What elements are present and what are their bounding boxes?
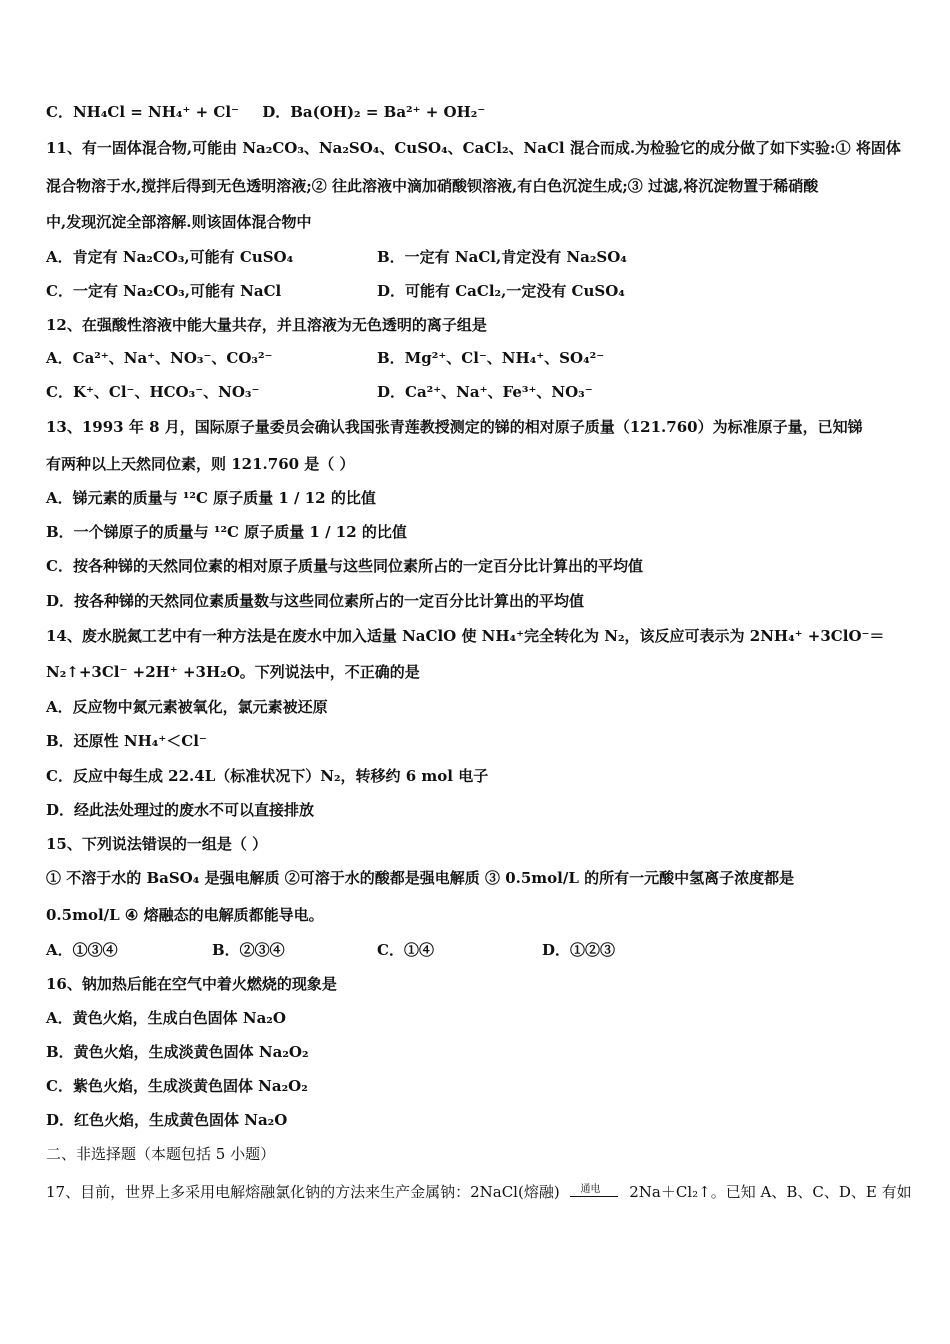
q15-option-a: A．①③④: [46, 941, 118, 959]
electrolysis-arrow: [570, 1184, 618, 1197]
q11-stem-line2: 混合物溶于水,搅拌后得到无色透明溶液;② 往此溶液中滴加硝酸钡溶液,有白色沉淀生成;③ 过滤,将沉淀物置于稀硝酸: [46, 177, 819, 195]
q16-option-d: D．红色火焰，生成黄色固体 Na₂O: [46, 1111, 288, 1129]
q15-stem: 15、下列说法错误的一组是（ ）: [46, 835, 268, 853]
q11-options-cd: [46, 281, 906, 301]
q15-option-b: B．②③④: [212, 941, 285, 959]
q14-stem-line1: 14、废水脱氮工艺中有一种方法是在废水中加入适量 NaClO 使 NH₄⁺完全转化为 N₂，该反应可表示为 2NH₄⁺ +3ClO⁻＝: [46, 627, 885, 645]
q15-option-d: D．①②③: [542, 941, 616, 959]
q15-statements-line2: 0.5mol/L ④ 熔融态的电解质都能导电。: [46, 906, 324, 924]
q11-option-d: D．可能有 CaCl₂,一定没有 CuSO₄: [377, 282, 625, 300]
q11-options-ab: [46, 247, 906, 267]
q12-stem: 12、在强酸性溶液中能大量共存，并且溶液为无色透明的离子组是: [46, 316, 487, 334]
q12-option-b: B．Mg²⁺、Cl⁻、NH₄⁺、SO₄²⁻: [377, 349, 605, 367]
q14-stem-line2: N₂↑+3Cl⁻ +2H⁺ +3H₂O。下列说法中，不正确的是: [46, 663, 420, 681]
q12-options-ab: [46, 348, 906, 368]
q14-option-d: D．经此法处理过的废水不可以直接排放: [46, 801, 315, 819]
q17-stem: [46, 1182, 912, 1202]
q13-option-d: D．按各种锑的天然同位素质量数与这些同位素所占的一定百分比计算出的平均值: [46, 592, 585, 610]
q13-stem-line1: 13、1993 年 8 月，国际原子量委员会确认我国张青莲教授测定的锑的相对原子质量（121.760）为标准原子量，已知锑: [46, 418, 863, 436]
q15-options: [46, 940, 906, 960]
q11-option-b: B．一定有 NaCl,肯定没有 Na₂SO₄: [377, 248, 627, 266]
q14-option-a: A．反应物中氮元素被氧化，氯元素被还原: [46, 698, 328, 716]
q11-stem-line3: 中,发现沉淀全部溶解.则该固体混合物中: [46, 213, 312, 231]
q13-stem-line2: 有两种以上天然同位素，则 121.760 是（ ）: [46, 455, 355, 473]
q12-option-d: D．Ca²⁺、Na⁺、Fe³⁺、NO₃⁻: [377, 383, 593, 401]
q13-option-c: C．按各种锑的天然同位素的相对原子质量与这些同位素所占的一定百分比计算出的平均值: [46, 557, 643, 575]
q12-option-c: C．K⁺、Cl⁻、HCO₃⁻、NO₃⁻: [46, 383, 260, 401]
q15-option-c: C．①④: [377, 941, 434, 959]
q10-option-c: C．NH₄Cl = NH₄⁺ + Cl⁻: [46, 103, 239, 121]
q11-option-a: A．肯定有 Na₂CO₃,可能有 CuSO₄: [46, 248, 294, 266]
q12-options-cd: [46, 382, 906, 402]
q15-statements-line1: ① 不溶于水的 BaSO₄ 是强电解质 ②可溶于水的酸都是强电解质 ③ 0.5mol/L 的所有一元酸中氢离子浓度都是: [46, 869, 795, 887]
q16-stem: 16、钠加热后能在空气中着火燃烧的现象是: [46, 975, 337, 993]
q14-option-b: B．还原性 NH₄⁺＜Cl⁻: [46, 732, 207, 750]
q11-stem-line1: 11、有一固体混合物,可能由 Na₂CO₃、Na₂SO₄、CuSO₄、CaCl₂、NaCl 混合而成.为检验它的成分做了如下实验:① 将固体: [46, 139, 901, 157]
q17-stem-post: 2Na＋Cl₂↑。已知 A、B、C、D、E 有如: [629, 1183, 912, 1201]
q12-option-a: A．Ca²⁺、Na⁺、NO₃⁻、CO₃²⁻: [46, 349, 273, 367]
q10-option-d: D．Ba(OH)₂ = Ba²⁺ + OH₂⁻: [262, 103, 486, 121]
q11-option-c: C．一定有 Na₂CO₃,可能有 NaCl: [46, 282, 282, 300]
q13-option-b: B．一个锑原子的质量与 ¹²C 原子质量 1 / 12 的比值: [46, 523, 407, 541]
q16-option-c: C．紫色火焰，生成淡黄色固体 Na₂O₂: [46, 1077, 308, 1095]
q10-options: [46, 102, 485, 122]
electrolysis-condition: 通电: [580, 1184, 601, 1195]
q16-option-a: A．黄色火焰，生成白色固体 Na₂O: [46, 1009, 286, 1027]
q16-option-b: B．黄色火焰，生成淡黄色固体 Na₂O₂: [46, 1043, 309, 1061]
section-heading: 二、非选择题（本题包括 5 小题）: [46, 1145, 276, 1163]
q13-option-a: A．锑元素的质量与 ¹²C 原子质量 1 / 12 的比值: [46, 489, 376, 507]
q17-stem-pre: 17、目前，世界上多采用电解熔融氯化钠的方法来生产金属钠：2NaCl(熔融): [46, 1183, 560, 1201]
q14-option-c: C．反应中每生成 22.4L（标准状况下）N₂，转移约 6 mol 电子: [46, 767, 489, 785]
